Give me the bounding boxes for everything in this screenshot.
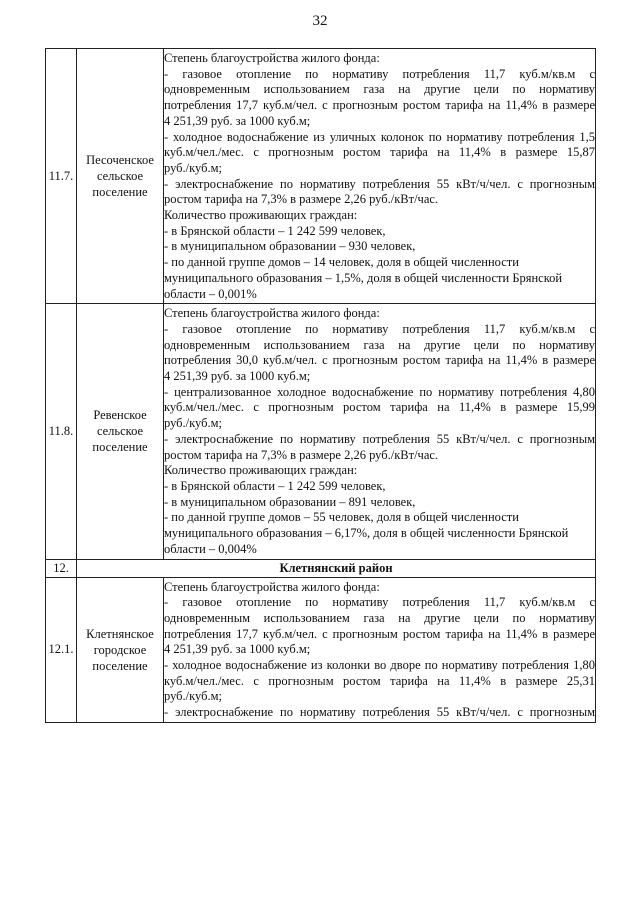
- description-line: потребления 17,7 куб.м/чел. с прогнозным ростом тарифа на 11,4% в размере: [164, 626, 595, 641]
- description-line: - электроснабжение по нормативу потребления 55 кВт/ч/чел. с прогнозным: [164, 431, 595, 446]
- description-line: области – 0,004%: [164, 541, 257, 556]
- description-line: муниципального образования – 6,17%, доля в общей численности Брянской: [164, 526, 569, 541]
- settlement-name-line: сельское: [96, 424, 144, 439]
- description-line: потребления 30,0 куб.м/чел. с прогнозным ростом тарифа на 11,4% в размере: [164, 353, 595, 368]
- description-line: - по данной группе домов – 14 человек, доля в общей численности: [164, 255, 519, 270]
- settlement-name-line: поселение: [92, 185, 148, 200]
- description-line: куб.м/чел./мес. с прогнозным ростом тарифа на 11,4% в размере 25,31: [164, 673, 595, 688]
- settlement-name-line: поселение: [92, 440, 148, 455]
- district-title: Клетнянский район: [77, 559, 596, 577]
- description-block: [164, 304, 595, 558]
- section-header-row: [46, 559, 596, 577]
- description-line: - электроснабжение по нормативу потребления 55 кВт/ч/чел. с прогнозным: [164, 176, 595, 191]
- description-line: - по данной группе домов – 55 человек, доля в общей численности: [164, 510, 519, 525]
- description-line: 4 251,39 руб. за 1000 куб.м;: [164, 113, 311, 128]
- description-line: - газовое отопление по нормативу потребления 11,7 куб.м/кв.м с: [164, 66, 595, 81]
- table-row-11-7: [46, 49, 596, 304]
- description-line: - в муниципальном образовании – 930 человек,: [164, 239, 416, 254]
- description-line: Степень благоустройства жилого фонда:: [164, 579, 380, 594]
- description-cell: [164, 577, 596, 722]
- description-line: Степень благоустройства жилого фонда:: [164, 51, 380, 65]
- description-line: - газовое отопление по нормативу потребления 11,7 куб.м/кв.м с: [164, 595, 595, 610]
- page-number: 32: [312, 13, 328, 29]
- description-line: потребления 17,7 куб.м/чел. с прогнозным ростом тарифа на 11,4% в размере: [164, 98, 595, 113]
- section-number: 12.: [46, 559, 77, 577]
- description-line: - в Брянской области – 1 242 599 человек,: [164, 478, 386, 493]
- description-block: [164, 49, 595, 303]
- description-line: ростом тарифа на 7,3% в размере 2,26 руб./кВт/час.: [164, 192, 439, 207]
- settlement-name-line: Клетнянское: [86, 626, 154, 641]
- description-line: - холодное водоснабжение из колонки во дворе по нормативу потребления 1,80: [164, 658, 595, 673]
- description-line: 4 251,39 руб. за 1000 куб.м;: [164, 369, 311, 384]
- description-line: - в муниципальном образовании – 891 человек,: [164, 494, 416, 509]
- description-line: области – 0,001%: [164, 286, 257, 301]
- table-row-12-1: [46, 577, 596, 722]
- settlement-name: [77, 304, 164, 559]
- settlement-name-line: поселение: [92, 658, 148, 673]
- settlement-name-line: городское: [93, 642, 147, 657]
- settlement-name: [77, 577, 164, 722]
- description-line: куб.м/чел./мес. с прогнозным ростом тарифа на 11,4% в размере 15,99: [164, 400, 595, 415]
- description-block: [164, 578, 595, 722]
- row-number: 11.8.: [46, 304, 77, 559]
- description-line: 4 251,39 руб. за 1000 куб.м;: [164, 642, 311, 657]
- description-line: руб./куб.м;: [164, 160, 222, 175]
- description-line: куб.м/чел./мес. с прогнозным ростом тарифа на 11,4% в размере 15,87: [164, 145, 595, 160]
- housing-tariff-table: [45, 48, 596, 723]
- settlement-name-line: Ревенское: [93, 408, 147, 423]
- description-line: одновременным использованием газа на другие цели по нормативу: [164, 337, 595, 352]
- table-row-11-8: [46, 304, 596, 559]
- description-cell: [164, 49, 596, 304]
- settlement-name-line: сельское: [96, 169, 144, 184]
- description-cell: [164, 304, 596, 559]
- description-line: одновременным использованием газа на другие цели по нормативу: [164, 610, 595, 625]
- description-line: Степень благоустройства жилого фонда:: [164, 306, 380, 321]
- description-line: Количество проживающих граждан:: [164, 463, 358, 478]
- description-line: - электроснабжение по нормативу потребления 55 кВт/ч/чел. с прогнозным: [164, 705, 595, 720]
- description-line: - централизованное холодное водоснабжение по нормативу потребления 4,80: [164, 384, 595, 399]
- description-line: руб./куб.м;: [164, 416, 222, 431]
- description-line: руб./куб.м;: [164, 689, 222, 704]
- row-number: 12.1.: [46, 577, 77, 722]
- description-line: Количество проживающих граждан:: [164, 208, 358, 223]
- table-body: [46, 49, 596, 723]
- row-number: 11.7.: [46, 49, 77, 304]
- description-line: одновременным использованием газа на другие цели по нормативу: [164, 82, 595, 97]
- description-line: - холодное водоснабжение из уличных колонок по нормативу потребления 1,5: [164, 129, 595, 144]
- settlement-name: [77, 49, 164, 304]
- description-line: - газовое отопление по нормативу потребления 11,7 куб.м/кв.м с: [164, 321, 595, 336]
- description-line: муниципального образования – 1,5%, доля в общей численности Брянской: [164, 270, 563, 285]
- settlement-name-line: Песоченское: [86, 153, 154, 168]
- description-line: - в Брянской области – 1 242 599 человек,: [164, 223, 386, 238]
- description-line: ростом тарифа на 7,3% в размере 2,26 руб./кВт/час.: [164, 447, 439, 462]
